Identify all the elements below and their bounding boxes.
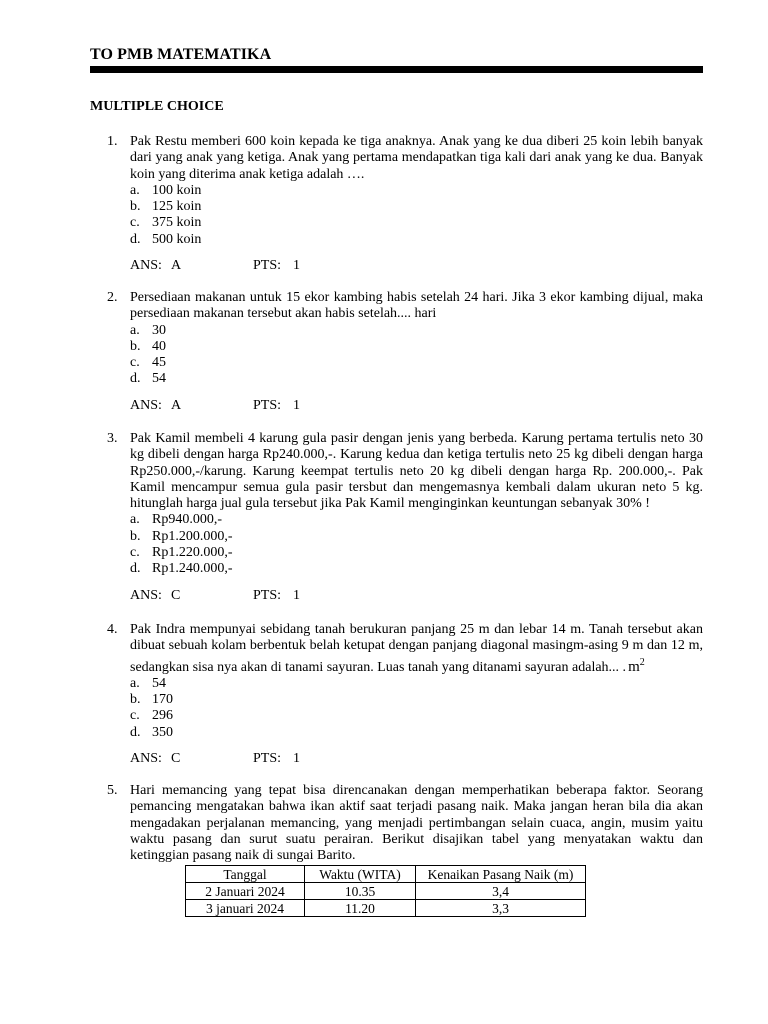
option-list — [130, 676, 703, 741]
option-letter: c. — [130, 215, 140, 231]
option-b — [130, 692, 703, 708]
option-d — [130, 725, 703, 741]
question-1 — [107, 134, 703, 274]
section-heading: MULTIPLE CHOICE — [90, 99, 224, 114]
option-letter: d. — [130, 371, 141, 387]
option-letter: c. — [130, 545, 140, 561]
option-c — [130, 355, 703, 371]
question-2 — [107, 290, 703, 414]
question-number: 1. — [107, 134, 118, 149]
table-cell: 3 januari 2024 — [186, 900, 305, 917]
option-a — [130, 183, 703, 199]
option-a — [130, 676, 703, 692]
option-letter: d. — [130, 724, 141, 740]
option-letter: a. — [130, 675, 140, 691]
option-text: 40 — [152, 338, 166, 354]
option-b — [130, 339, 703, 355]
pts-label: PTS: — [253, 751, 282, 767]
ans-value: A — [171, 397, 182, 413]
option-text: 54 — [152, 675, 166, 691]
option-text: Rp1.200.000,- — [152, 528, 233, 544]
table-cell: 2 Januari 2024 — [186, 883, 305, 900]
option-text: 125 koin — [152, 199, 202, 215]
answer-row — [130, 751, 703, 767]
ans-value: A — [171, 258, 182, 274]
option-text: 350 — [152, 724, 173, 740]
tide-table — [185, 865, 586, 917]
option-text: 296 — [152, 708, 173, 724]
ans-label: ANS: — [130, 258, 162, 274]
answer-row — [130, 258, 703, 274]
option-list — [130, 183, 703, 248]
unit-label — [628, 656, 645, 675]
question-text: Pak Kamil membeli 4 karung gula pasir dengan jenis yang berbeda. Karung pertama tertulis neto 30 kg dibeli dengan harga Rp240.000,-. Karung kedua dan ketiga tertulis neto 25 kg dibeli dengan harga Rp250.000,-/karung. Karung keempat tertulis neto 20 kg dibeli dengan harga Rp. 200.000,-. Pak Kamil mencampur semua gula pasir tersbut dan mengemasnya kembali dalam ukuran neto 5 kg. hitunglah harga jual gula tersebut jika Pak Kamil menginginkan keuntungan sebanyak 30% ! — [130, 431, 703, 512]
pts-label: PTS: — [253, 397, 282, 413]
option-c — [130, 545, 703, 561]
pts-label: PTS: — [253, 258, 282, 274]
table-header-row — [186, 866, 586, 883]
question-number: 5. — [107, 783, 118, 798]
table-row — [186, 900, 586, 917]
pts-label: PTS: — [253, 587, 282, 603]
option-text: 54 — [152, 371, 166, 387]
ans-value: C — [171, 587, 181, 603]
option-text: Rp1.220.000,- — [152, 545, 233, 561]
title-rule — [90, 66, 703, 73]
option-d — [130, 371, 703, 387]
table-header-cell: Tanggal — [186, 866, 305, 883]
ans-label: ANS: — [130, 587, 162, 603]
question-text: Persediaan makanan untuk 15 ekor kambing habis setelah 24 hari. Jika 3 ekor kambing dijual, maka persediaan makanan tersebut akan habis setelah.... hari — [130, 290, 703, 322]
answer-row — [130, 398, 703, 414]
table-row — [186, 883, 586, 900]
option-b — [130, 529, 703, 545]
option-d — [130, 232, 703, 248]
option-text: 30 — [152, 322, 166, 338]
option-letter: d. — [130, 231, 141, 247]
option-text: 500 koin — [152, 231, 202, 247]
option-letter: c. — [130, 355, 140, 371]
question-number: 3. — [107, 431, 118, 446]
table-header-cell: Kenaikan Pasang Naik (m) — [416, 866, 586, 883]
option-letter: a. — [130, 182, 140, 198]
option-d — [130, 561, 703, 577]
option-c — [130, 708, 703, 724]
question-number: 2. — [107, 290, 118, 305]
option-text: Rp940.000,- — [152, 512, 222, 528]
option-letter: d. — [130, 561, 141, 577]
table-cell: 3,4 — [416, 883, 586, 900]
table-cell: 11.20 — [305, 900, 416, 917]
option-b — [130, 199, 703, 215]
option-letter: b. — [130, 338, 141, 354]
ans-value: C — [171, 751, 181, 767]
question-text: Pak Restu memberi 600 koin kepada ke tiga anaknya. Anak yang ke dua diberi 25 koin lebih banyak dari yang anak yang ketiga. Anak yang pertama mendapatkan tiga kali dari anak yang ke dua. Banyak koin yang diterima anak ketiga adalah …. — [130, 134, 703, 182]
option-letter: a. — [130, 512, 140, 528]
question-number: 4. — [107, 622, 118, 637]
question-text-block — [130, 622, 703, 676]
table-cell: 3,3 — [416, 900, 586, 917]
question-text: Hari memancing yang tepat bisa direncanakan dengan memperhatikan beberapa faktor. Seorang pemancing mengatakan bahwa ikan aktif saat terjadi pasang naik. Maka jangan heran bila dia akan mengadakan perjalanan memancing, yang menjadi pertimbangan selain cuaca, angin, musim yaitu waktu pasang dan surut suatu perairan. Berikut disajikan tabel yang menyatakan waktu dan ketinggian pasang naik di sungai Barito. — [130, 783, 703, 864]
option-a — [130, 512, 703, 528]
option-text: 100 koin — [152, 182, 202, 198]
option-letter: b. — [130, 528, 141, 544]
option-list — [130, 323, 703, 388]
pts-value: 1 — [293, 751, 300, 767]
question-3 — [107, 431, 703, 604]
option-letter: c. — [130, 708, 140, 724]
option-text: 45 — [152, 355, 166, 371]
option-letter: a. — [130, 322, 140, 338]
pts-value: 1 — [293, 258, 300, 274]
question-5 — [107, 783, 703, 917]
option-text: 375 koin — [152, 215, 202, 231]
unit-base: m — [628, 658, 640, 675]
question-4 — [107, 622, 703, 767]
option-a — [130, 323, 703, 339]
table-header-cell: Waktu (WITA) — [305, 866, 416, 883]
option-list — [130, 512, 703, 577]
option-letter: b. — [130, 199, 141, 215]
option-c — [130, 215, 703, 231]
option-text: Rp1.240.000,- — [152, 561, 233, 577]
pts-value: 1 — [293, 587, 300, 603]
option-letter: b. — [130, 692, 141, 708]
option-text: 170 — [152, 692, 173, 708]
document-title: TO PMB MATEMATIKA — [90, 46, 272, 63]
ans-label: ANS: — [130, 397, 162, 413]
question-text: Pak Indra mempunyai sebidang tanah berukuran panjang 25 m dan lebar 14 m. Tanah tersebut akan dibuat sebuah kolam berbentuk belah ketupat dengan panjang diagonal masingm-asing 9 m dan 12 m, sedangkan sisa nya akan di tanami sayuran. Luas tanah yang ditanami sayuran adalah... . — [130, 622, 703, 675]
ans-label: ANS: — [130, 751, 162, 767]
unit-exponent: 2 — [639, 656, 645, 668]
answer-row — [130, 588, 703, 604]
pts-value: 1 — [293, 397, 300, 413]
table-cell: 10.35 — [305, 883, 416, 900]
